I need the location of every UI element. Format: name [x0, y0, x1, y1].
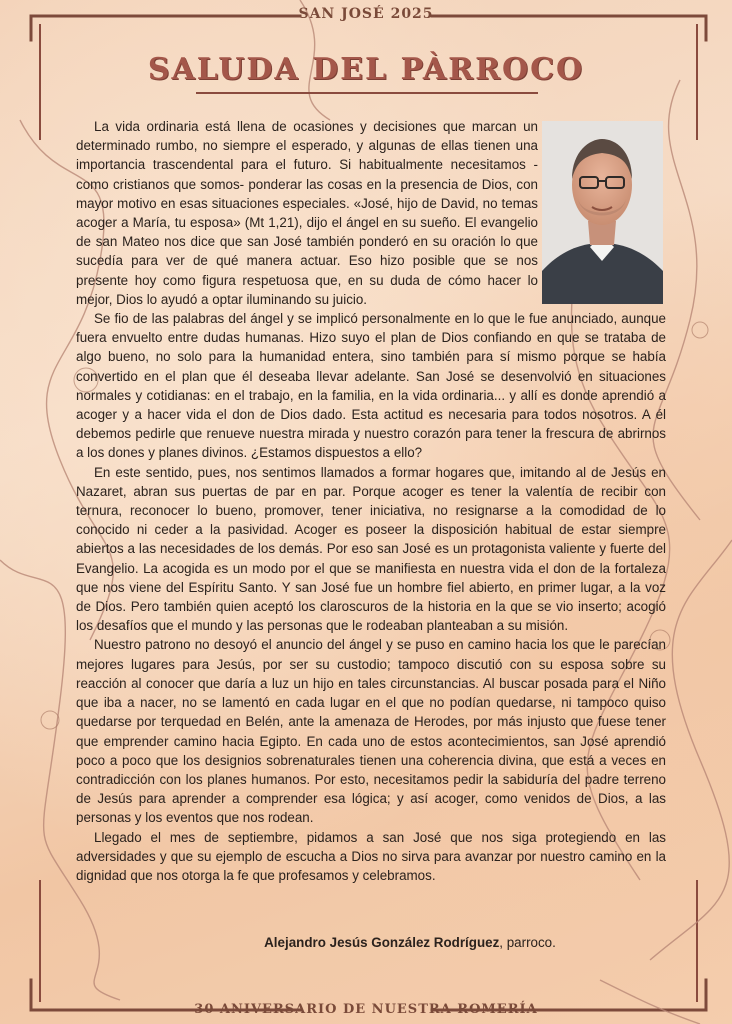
title-underline — [196, 92, 538, 94]
article-paragraph: En este sentido, pues, nos sentimos llamados a formar hogares que, imitando al de Jesús en Nazaret, abran sus puertas de par en par. Porque acoger es tener la valentía de recibir con ternura, reconocer lo bueno, promover, tener iniciativa, no resignarse a la comodidad de lo conocido ni ceder a la pasividad. Acoger es poseer la disposición habitual de estar siempre abiertos a las necesidades de los demás. Por eso san José es un protagonista valiente y fuerte del Evangelio. La acogida es un modo por el que se manifiesta en nuestra vida el don de la fortaleza que nos viene del Espíritu Santo. Y san José fue un hombre fiel abierto, en primer lugar, a la voz de Dios. Pero también quien aceptó los claroscuros de la historia en la que se vio inserto; acogió los desafíos que el mundo y las personas que le rodeaban planteaban a su misión. — [76, 464, 666, 634]
article-paragraph: Llegado el mes de septiembre, pidamos a san José que nos siga protegiendo en las adversidades y que su ejemplo de escucha a Dios no sirva para avanzar por nuestro camino en la dignidad que nos otorga la fe que profesamos y celebramos. — [76, 829, 666, 883]
article-paragraph: Nuestro patrono no desoyó el anuncio del ángel y se puso en camino hacia los que le parecían mejores lugares para Jesús, por ser su custodio; tampoco discutió con su esposa sobre su reacción al conocer que daría a luz un hijo en tales circunstancias. Al buscar posada para el Niño que iba a nacer, no se lamentó en cada lugar en el que no podían quedarse, ni tampoco quiso quedarse por terquedad en Belén, ante la amenaza de Herodes, por más injusto que fuese tener que emprender camino hacia Egipto. En cada uno de estos acontecimientos, san José aprendió poco a poco que los designios sobrenaturales tienen una coherencia divina, que está a veces en contradicción con los planes humanos. Por esto, necesitamos pedir la sabiduría del padre terreno de Jesús para aprender a comprender esa lógica; y así acoger, como venidos de Dios, a las personas y los eventos que nos rodean. — [76, 637, 666, 826]
article-paragraph: La vida ordinaria está llena de ocasiones y decisiones que marcan un determinado rumbo, no siempre el esperado, y algunas de ellas tienen una importancia trascendental para el futuro. Si habitualmente necesitamos -como cristianos que somos- ponderar las cosas en la presencia de Dios, con mayor motivo en esas situaciones especiales. «José, hijo de David, no temas acoger a María, tu esposa» (Mt 1,21), dijo el ángel en su sueño. El evangelio de san Mateo nos dice que san José también ponderó en su oración lo que sucedía para ver de qué manera actuar. Eso hizo posible que se nos presente hoy como figura respetuosa que, en su duda de cómo hacer lo mejor, Dios lo ayudó a optar iluminando su juicio. — [76, 119, 538, 307]
signature-name: Alejandro Jesús González Rodríguez — [264, 935, 500, 950]
article-body — [76, 117, 666, 885]
page-title: SALUDA DEL PÀRROCO — [147, 52, 585, 87]
footer-text: 30 ANIVERSARIO DE NUESTRA ROMERÍA — [194, 1002, 538, 1017]
signature — [220, 935, 600, 950]
photo-spacer — [538, 117, 666, 307]
article-paragraph: Se fio de las palabras del ángel y se implicó personalmente en lo que le fue anunciado, aunque fuera envuelto entre dudas humanas. Hizo suyo el plan de Dios confiando en que se trataba de algo bueno, no solo para la humanidad entera, sino también para sí mismo porque se había convertido en el plan que él deseaba llevar adelante. San José se desenvolvió en situaciones normales y cotidianas: en el trabajo, en la familia, en la vida ordinaria... y allí es donde aprendió a acoger y a hacer vida el don de Dios dado. Esta actitud es necesaria para todos nosotros. A él debemos pedirle que renueve nuestra mirada y nuestro corazón para tener la frescura de abrirnos a los dones y planes divinos. ¿Estamos dispuestos a ello? — [76, 311, 666, 461]
header-top-text: SAN JOSÉ 2025 — [298, 6, 434, 22]
signature-role: , parroco. — [499, 935, 556, 950]
